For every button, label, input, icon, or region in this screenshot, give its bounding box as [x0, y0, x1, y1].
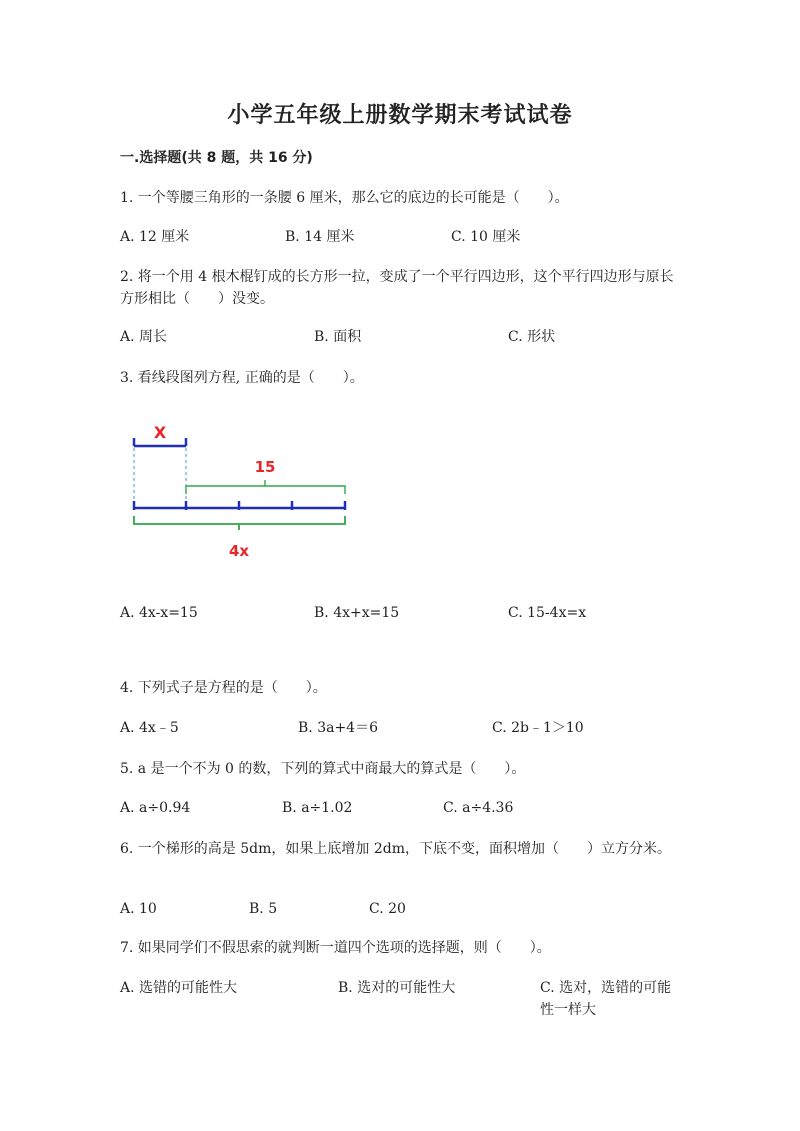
q4-option-c[interactable]: C. 2b﹣1＞10 [492, 720, 584, 736]
label-15: 15 [254, 458, 276, 476]
section-heading: 一.选择题(共 8 题，共 16 分) [120, 150, 313, 166]
line-segment-diagram [120, 418, 360, 568]
q6-option-c[interactable]: C. 20 [369, 901, 406, 917]
question-4: 4. 下列式子是方程的是（ ）。 [120, 680, 327, 696]
question-6: 6. 一个梯形的高是 5dm，如果上底增加 2dm，下底不变，面积增加（ ）立方分米。 [120, 841, 671, 857]
q5-option-b[interactable]: B. a÷1.02 [282, 800, 353, 816]
q1-option-a[interactable]: A. 12 厘米 [120, 229, 190, 245]
question-3: 3. 看线段图列方程, 正确的是（ ）。 [120, 370, 364, 386]
q5-option-a[interactable]: A. a÷0.94 [120, 800, 191, 816]
q4-option-b[interactable]: B. 3a+4＝6 [298, 720, 378, 736]
question-5: 5. a 是一个不为 0 的数，下列的算式中商最大的算式是（ ）。 [120, 761, 526, 777]
q7-option-c[interactable]: C. 选对，选错的可能性一样大 [540, 980, 672, 1018]
q5-option-c[interactable]: C. a÷4.36 [443, 800, 514, 816]
q3-option-a[interactable]: A. 4x-x=15 [120, 605, 198, 621]
q2-option-c[interactable]: C. 形状 [508, 329, 556, 345]
q7-option-a[interactable]: A. 选错的可能性大 [120, 980, 238, 996]
question-7: 7. 如果同学们不假思索的就判断一道四个选项的选择题，则（ ）。 [120, 940, 551, 956]
question-1: 1. 一个等腰三角形的一条腰 6 厘米，那么它的底边的长可能是（ ）。 [120, 190, 569, 206]
q6-option-b[interactable]: B. 5 [249, 901, 278, 917]
q4-option-a[interactable]: A. 4x﹣5 [120, 720, 179, 736]
q2-option-a[interactable]: A. 周长 [120, 329, 168, 345]
q1-option-b[interactable]: B. 14 厘米 [285, 229, 355, 245]
q1-option-c[interactable]: C. 10 厘米 [451, 229, 521, 245]
label-x: X [153, 423, 167, 442]
question-2: 2. 将一个用 4 根木棍钉成的长方形一拉，变成了一个平行四边形，这个平行四边形与原长方形相比（ ）没变。 [120, 269, 674, 307]
q6-option-a[interactable]: A. 10 [120, 901, 157, 917]
q2-option-b[interactable]: B. 面积 [314, 329, 362, 345]
q3-option-b[interactable]: B. 4x+x=15 [314, 605, 400, 621]
q3-option-c[interactable]: C. 15-4x=x [508, 605, 587, 621]
main-segment [134, 501, 345, 510]
page-title: 小学五年级上册数学期末考试试卷 [227, 103, 573, 128]
label-4x: 4x [228, 542, 250, 560]
q7-option-b[interactable]: B. 选对的可能性大 [338, 980, 456, 996]
brace-15 [186, 480, 345, 494]
brace-4x [134, 516, 345, 530]
